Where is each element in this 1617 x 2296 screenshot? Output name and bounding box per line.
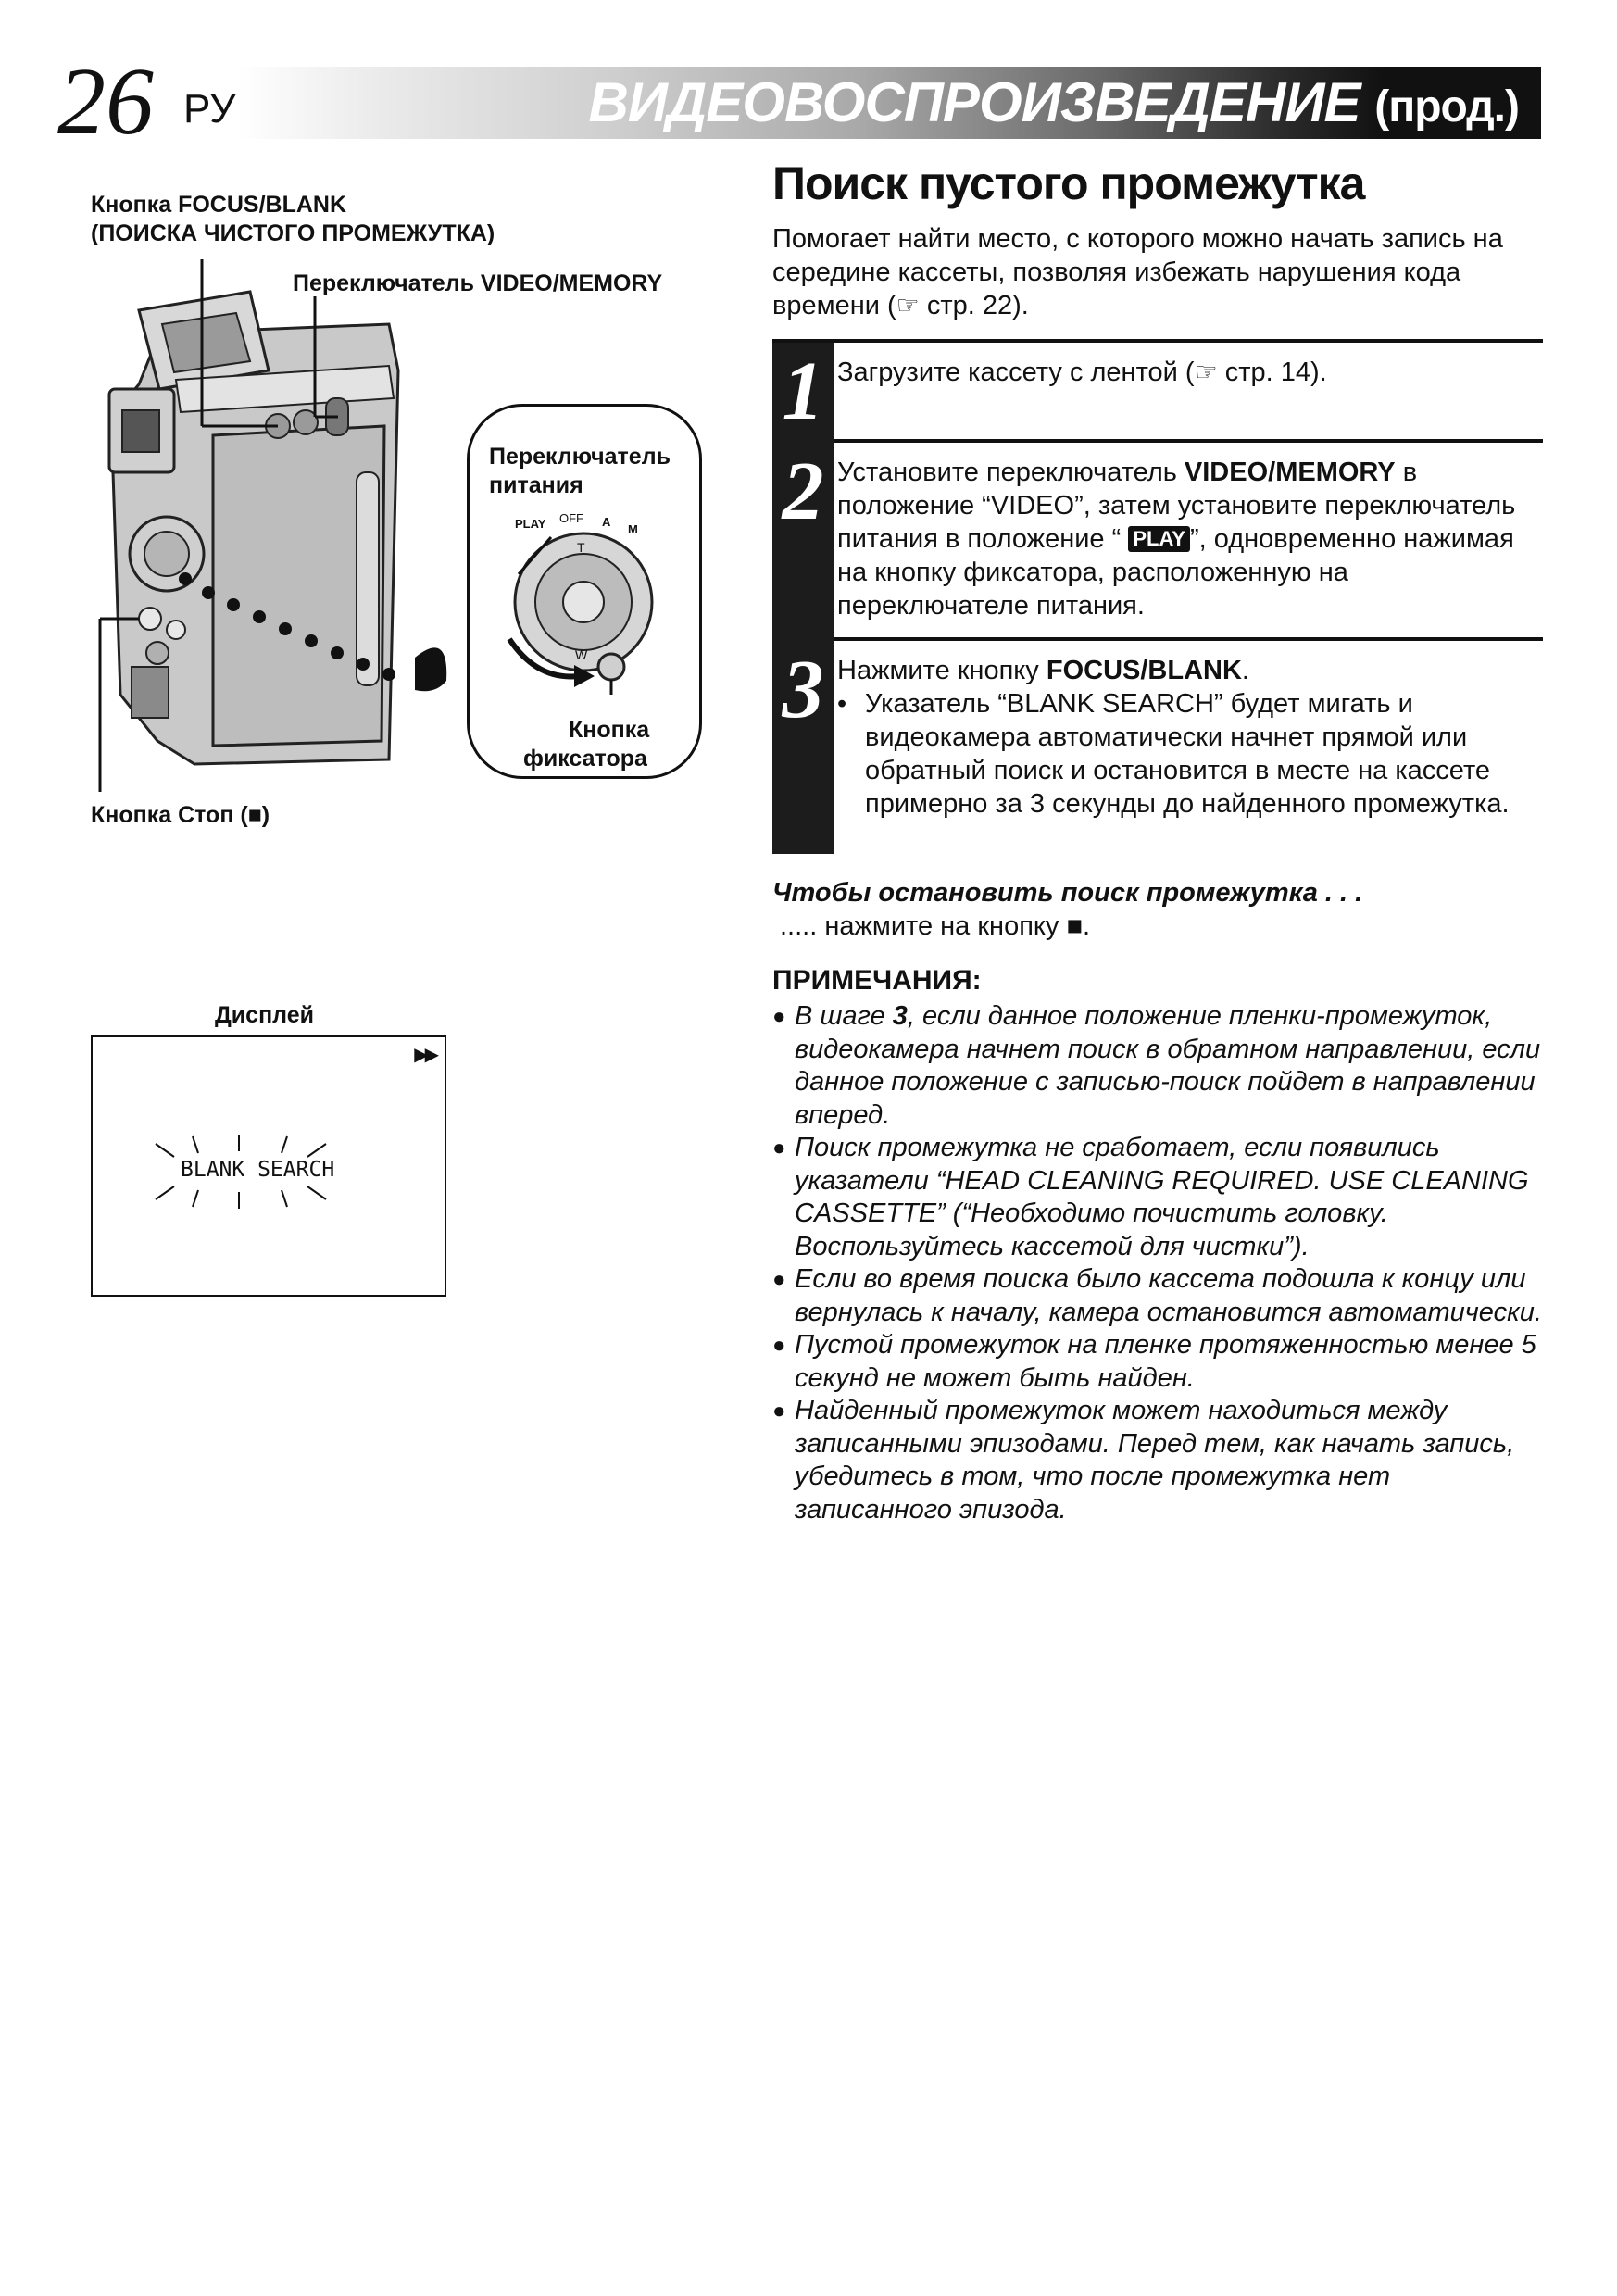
note-1-text-b: , если данное положение пленки-промежуток, видеокамера начнет поиск в обратном направлении, если данное положение с записью-поиск пойдет в направлении вперед. <box>795 1001 1541 1130</box>
label-stop-button: Кнопка Стоп (■) <box>91 802 270 828</box>
display-blank-search-text: BLANK SEARCH <box>181 1158 335 1182</box>
step-2-text-c: ”, одновременно нажимая на кнопку фиксатора, расположенную на переключателе питания. <box>837 524 1514 621</box>
header-title-suffix: (прод.) <box>1374 82 1519 132</box>
bullet-icon: ● <box>772 1267 786 1292</box>
step-3-text-b: . <box>1241 656 1249 685</box>
section-title: Поиск пустого промежутка <box>772 157 1365 209</box>
label-video-memory-switch: Переключатель VIDEO/MEMORY <box>293 270 663 296</box>
page-reference-icon: ☞ <box>1194 357 1218 387</box>
step-1-text <box>837 356 1617 389</box>
note-item <box>772 1395 1550 1526</box>
notes-heading: ПРИМЕЧАНИЯ: <box>772 965 982 996</box>
step-rule-1 <box>772 339 1543 343</box>
step-3-focus-blank: FOCUS/BLANK <box>1046 656 1242 685</box>
note-5-text: Найденный промежуток может находиться между записанными эпизодами. Перед тем, как начать запись, убедитесь в том, что после промежутка нет записанного эпизода. <box>795 1396 1515 1524</box>
fast-forward-icon: ▶▶ <box>414 1045 435 1065</box>
play-mode-badge: PLAY <box>1128 526 1190 552</box>
pointer-arrow-icon <box>415 647 446 691</box>
header-title <box>588 67 1541 139</box>
display-screen <box>91 1035 446 1297</box>
label-lock-button: Кнопка <box>569 717 650 743</box>
label-power-switch-sub: питания <box>489 472 583 498</box>
step-3-text <box>837 654 1547 821</box>
step-1-text-start: Загрузите кассету с лентой ( <box>837 358 1195 387</box>
page-language: РУ <box>183 86 236 132</box>
intro-paragraph <box>772 222 1541 322</box>
step-1-number: 1 <box>782 345 824 437</box>
note-1-text-a: В шаге <box>795 1001 893 1031</box>
note-item <box>772 1000 1550 1132</box>
page-number: 26 <box>57 48 154 155</box>
dial-tele-label: T <box>577 540 585 555</box>
step-2-number: 2 <box>782 445 824 537</box>
step-2-text <box>837 456 1532 622</box>
step-2-text-b: в положение “VIDEO”, затем установите переключатель питания в положение “ <box>837 458 1516 554</box>
dial-play-label: PLAY <box>515 517 546 531</box>
camcorder-body <box>109 292 398 764</box>
bullet-icon: ● <box>772 1004 786 1029</box>
bullet-icon: • <box>837 689 847 719</box>
step-rule-3 <box>834 637 1543 641</box>
intro-text-end: стр. 22). <box>919 291 1029 320</box>
note-3-text: Если во время поиска было кассета подошла к концу или вернулась к началу, камера остановится автоматически. <box>795 1264 1542 1327</box>
header-bar <box>237 67 1541 139</box>
dial-manual-label: M <box>628 522 638 536</box>
dial-off-label: OFF <box>559 511 583 525</box>
lock-button-shape <box>598 654 624 680</box>
dial-wide-label: W <box>575 647 588 662</box>
step-3-bullet <box>837 687 1547 821</box>
step-1-text-end: стр. 14). <box>1217 358 1327 387</box>
label-power-switch: Переключатель <box>489 444 671 470</box>
note-2-text: Поиск промежутка не сработает, если появились указатели “HEAD CLEANING REQUIRED. USE CLEANING CASSETTE” (“Необходимо почистить головку. Воспользуйтесь кассетой для чистки”). <box>795 1133 1529 1261</box>
page-reference-icon: ☞ <box>896 290 920 320</box>
step-3-text-a: Нажмите кнопку <box>837 656 1047 685</box>
bullet-icon: ● <box>772 1399 786 1424</box>
note-item <box>772 1263 1550 1329</box>
label-lock-button-sub: фиксатора <box>523 746 647 772</box>
step-2-video-memory: VIDEO/MEMORY <box>1184 458 1396 487</box>
display-label: Дисплей <box>215 1002 315 1028</box>
step-3-bullet-text: Указатель “BLANK SEARCH” будет мигать и видеокамера автоматически начнет прямой или обратный поиск и остановится в месте на кассете примерно за 3 секунды до найденного промежутка. <box>865 689 1510 819</box>
notes-list <box>772 1000 1550 1526</box>
step-2-text-a: Установите переключатель <box>837 458 1185 487</box>
intro-text-start: Помогает найти место, с которого можно начать запись на середине кассеты, позволяя избежать нарушения кода времени ( <box>772 224 1503 320</box>
label-focus-blank: Кнопка FOCUS/BLANK <box>91 192 347 218</box>
dial-auto-label: A <box>602 515 611 529</box>
stop-search-heading: Чтобы остановить поиск промежутка . . . <box>772 878 1363 908</box>
label-focus-blank-sub: (ПОИСКА ЧИСТОГО ПРОМЕЖУТКА) <box>91 220 495 246</box>
step-3-instruction <box>837 654 1547 687</box>
bullet-icon: ● <box>772 1135 786 1161</box>
stop-search-text: ..... нажмите на кнопку ■. <box>780 911 1091 941</box>
note-1-step-ref: 3 <box>892 1001 908 1031</box>
note-item <box>772 1132 1550 1263</box>
power-dial-illustration <box>482 500 685 695</box>
bullet-icon: ● <box>772 1333 786 1358</box>
note-4-text: Пустой промежуток на пленке протяженностью менее 5 секунд не может быть найден. <box>795 1330 1536 1393</box>
header-title-main: ВИДЕОВОСПРОИЗВЕДЕНИЕ <box>588 71 1360 133</box>
step-3-number: 3 <box>782 644 824 735</box>
step-rule-2 <box>834 439 1543 443</box>
note-item <box>772 1329 1550 1395</box>
